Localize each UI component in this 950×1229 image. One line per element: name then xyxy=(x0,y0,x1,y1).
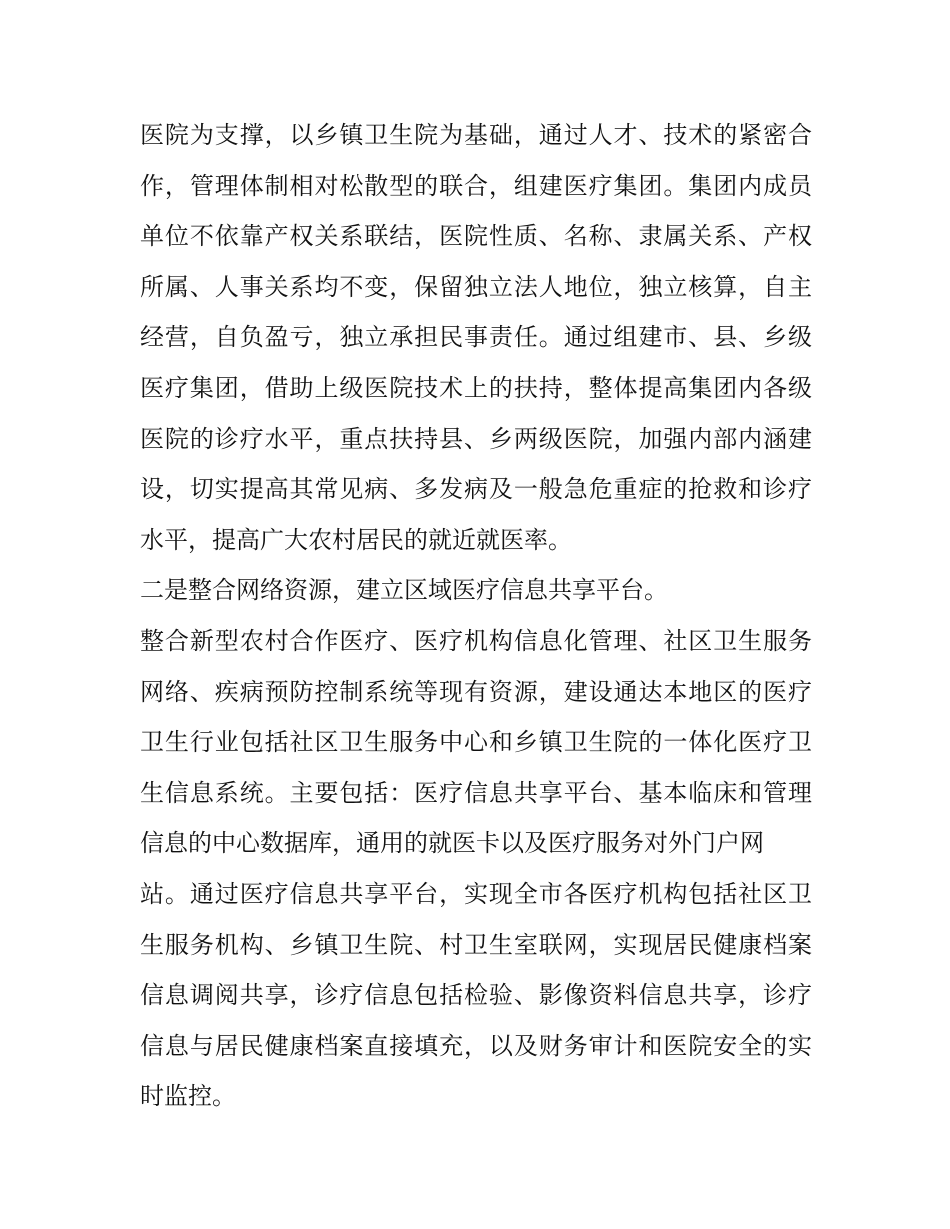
text-line: 水平，提高广大农村居民的就近就医率。 xyxy=(140,525,572,554)
text-line: 医院为支撑，以乡镇卫生院为基础，通过人才、技术的紧密合 xyxy=(140,121,812,149)
text-line: 经营，自负盈亏，独立承担民事责任。通过组建市、县、乡级 xyxy=(140,323,812,352)
text-line: 作，管理体制相对松散型的联合，组建医疗集团。集团内成员 xyxy=(140,171,812,200)
text-line: 整合新型农村合作医疗、医疗机构信息化管理、社区卫生服务 xyxy=(140,626,812,655)
text-line: 二是整合网络资源，建立区域医疗信息共享平台。 xyxy=(140,576,668,605)
text-line: 网络、疾病预防控制系统等现有资源，建设通达本地区的医疗 xyxy=(140,677,812,706)
text-line: 时监控。 xyxy=(140,1082,236,1111)
text-line: 信息与居民健康档案直接填充，以及财务审计和医院安全的实 xyxy=(140,1031,812,1060)
text-line: 生服务机构、乡镇卫生院、村卫生室联网，实现居民健康档案 xyxy=(140,930,812,959)
text-line: 设，切实提高其常见病、多发病及一般急危重症的抢救和诊疗 xyxy=(140,475,812,504)
text-line: 信息的中心数据库，通用的就医卡以及医疗服务对外门户网 xyxy=(140,829,764,858)
text-line: 医院的诊疗水平，重点扶持县、乡两级医院，加强内部内涵建 xyxy=(140,424,812,453)
body-text xyxy=(140,110,812,1122)
text-line: 信息调阅共享，诊疗信息包括检验、影像资料信息共享，诊疗 xyxy=(140,981,812,1010)
text-line: 所属、人事关系均不变，保留独立法人地位，独立核算，自主 xyxy=(140,272,812,301)
text-line: 站。通过医疗信息共享平台，实现全市各医疗机构包括社区卫 xyxy=(140,879,812,908)
text-line: 单位不依靠产权关系联结，医院性质、名称、隶属关系、产权 xyxy=(140,222,812,251)
text-line: 卫生行业包括社区卫生服务中心和乡镇卫生院的一体化医疗卫 xyxy=(140,728,812,757)
text-line: 生信息系统。主要包括：医疗信息共享平台、基本临床和管理 xyxy=(140,778,812,807)
text-line: 医疗集团，借助上级医院技术上的扶持，整体提高集团内各级 xyxy=(140,373,812,402)
